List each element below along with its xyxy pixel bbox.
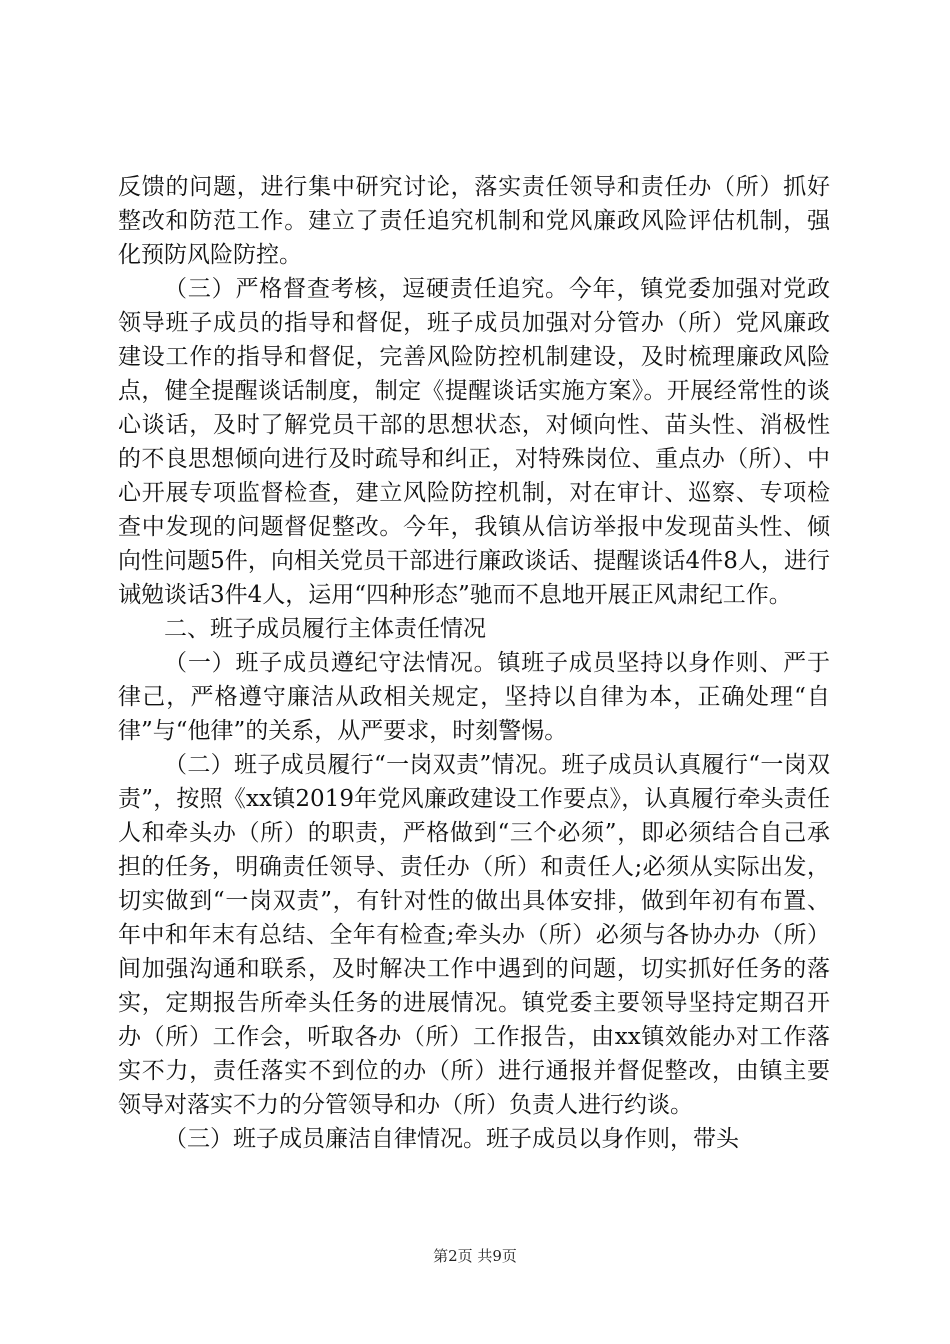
page-number-footer: 第2页 共9页: [433, 1247, 517, 1265]
paragraph-self-discipline: （三）班子成员廉洁自律情况。班子成员以身作则，带头: [164, 1126, 739, 1152]
paragraph-law-compliance: （一）班子成员遵纪守法情况。镇班子成员坚持以身作则、严于律己，严格遵守廉洁从政相关规定，坚持以自律为本，正确处理“自律”与“他律”的关系，从严要求，时刻警惕。: [118, 650, 830, 744]
paragraph-continuation: 反馈的问题，进行集中研究讨论，落实责任领导和责任办（所）抓好整改和防范工作。建立了责任追究机制和党风廉政风险评估机制，强化预防风险防控。: [118, 174, 830, 268]
document-body: [118, 170, 830, 1156]
paragraph-dual-responsibility: （二）班子成员履行“一岗双责”情况。班子成员认真履行“一岗双责”，按照《xx镇2019年党风廉政建设工作要点》，认真履行牵头责任人和牵头办（所）的职责，严格做到“三个必须”，即必须结合自己承担的任务，明确责任领导、责任办（所）和责任人;必须从实际出发，切实做到“一岗双责”，有针对性的做出具体安排，做到年初有布置、年中和年末有总结、全年有检查;牵头办（所）必须与各协办办（所）间加强沟通和联系，及时解决工作中遇到的问题，切实抓好任务的落实，定期报告所牵头任务的进展情况。镇党委主要领导坚持定期召开办（所）工作会，听取各办（所）工作报告，由xx镇效能办对工作落实不力，责任落实不到位的办（所）进行通报并督促整改，由镇主要领导对落实不力的分管领导和办（所）负责人进行约谈。: [118, 752, 830, 1118]
section-heading: 二、班子成员履行主体责任情况: [164, 616, 486, 642]
paragraph-supervision: （三）严格督查考核，逗硬责任追究。今年，镇党委加强对党政领导班子成员的指导和督促，班子成员加强对分管办（所）党风廉政建设工作的指导和督促，完善风险防控机制建设，及时梳理廉政风险点，健全提醒谈话制度，制定《提醒谈话实施方案》。开展经常性的谈心谈话，及时了解党员干部的思想状态，对倾向性、苗头性、消极性的不良思想倾向进行及时疏导和纠正，对特殊岗位、重点办（所）、中心开展专项监督检查，建立风险防控机制，对在审计、巡察、专项检查中发现的问题督促整改。今年，我镇从信访举报中发现苗头性、倾向性问题5件，向相关党员干部进行廉政谈话、提醒谈话4件8人，进行诫勉谈话3件4人，运用“四种形态”驰而不息地开展正风肃纪工作。: [118, 276, 830, 608]
